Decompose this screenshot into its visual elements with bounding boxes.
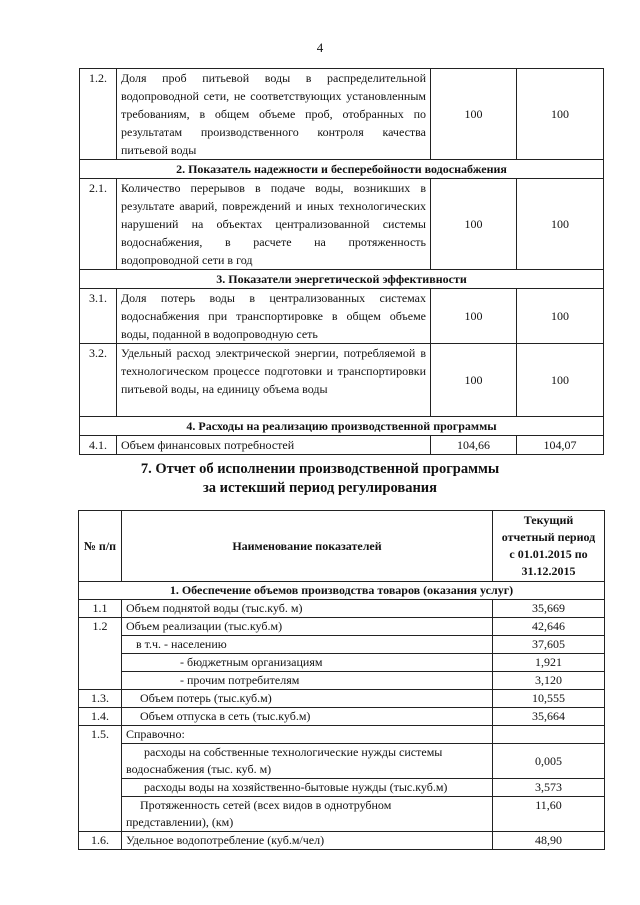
indicator-value-plan: 100 (431, 289, 517, 344)
row-number: 1.4. (79, 708, 122, 726)
table-row (79, 726, 605, 744)
indicator-value-fact: 100 (517, 179, 604, 270)
indicator-value: 35,669 (493, 600, 605, 618)
section-7-title-line1: 7. Отчет об исполнении производственной программы (140, 461, 500, 477)
indicator-name: Удельный расход электрической энергии, потребляемой в технологическом процессе подготовки и транспортировки питьевой воды, на единицу объема воды (117, 344, 431, 417)
section-row (79, 582, 605, 600)
col-period-header (493, 511, 605, 582)
section-heading: 2. Показатель надежности и бесперебойности водоснабжения (80, 160, 604, 179)
indicator-value-plan: 104,66 (431, 436, 517, 455)
indicator-name: Объем поднятой воды (тыс.куб. м) (122, 600, 493, 618)
row-number: 2.1. (80, 179, 117, 270)
indicator-value: 48,90 (493, 832, 605, 850)
row-number: 1.1 (79, 600, 122, 618)
row-number: 1.3. (79, 690, 122, 708)
indicator-value: 35,664 (493, 708, 605, 726)
indicator-name: Доля потерь воды в централизованных системах водоснабжения при транспортировке в общем объеме воды, поданной в водопроводную сеть (117, 289, 431, 344)
table-row (79, 744, 605, 779)
page-number: 4 (316, 40, 324, 55)
table-row (79, 654, 605, 672)
section-heading: 4. Расходы на реализацию производственной программы (80, 417, 604, 436)
table-row (79, 690, 605, 708)
col-number-header: № п/п (79, 511, 122, 582)
indicator-name-line: Протяженность сетей (всех видов в однотрубном (140, 798, 392, 812)
indicator-value-plan: 100 (431, 344, 517, 417)
period-header-line: отчетный период (501, 530, 596, 544)
table-row (79, 797, 605, 832)
row-number: 1.6. (79, 832, 122, 850)
indicator-value: 3,573 (493, 779, 605, 797)
indicator-name: в т.ч. - населению (122, 636, 493, 654)
section-row (80, 417, 604, 436)
indicator-value-fact: 100 (517, 69, 604, 160)
indicator-name: Объем отпуска в сеть (тыс.куб.м) (122, 708, 493, 726)
indicator-value-fact: 100 (517, 289, 604, 344)
indicator-value-fact: 104,07 (517, 436, 604, 455)
table-row (79, 708, 605, 726)
empty-cell (493, 726, 605, 744)
table-row (79, 636, 605, 654)
indicator-name (122, 797, 493, 832)
table-row (79, 618, 605, 636)
row-number: 1.2. (80, 69, 117, 160)
indicator-value: 10,555 (493, 690, 605, 708)
col-name-header: Наименование показателей (122, 511, 493, 582)
table-row (79, 779, 605, 797)
reference-label: Справочно: (122, 726, 493, 744)
indicator-value: 1,921 (493, 654, 605, 672)
section-7-title-line2: за истекший период регулирования (202, 480, 438, 496)
indicator-value-fact: 100 (517, 344, 604, 417)
section-heading: 1. Обеспечение объемов производства товаров (оказания услуг) (79, 582, 605, 600)
indicator-name: - прочим потребителям (122, 672, 493, 690)
indicator-name: Количество перерывов в подаче воды, возникших в результате аварий, повреждений и иных технологических нарушений на объектах централизованной системы водоснабжения, в расчете на протяженность водопроводной сети в год (117, 179, 431, 270)
indicator-name: - бюджетным организациям (122, 654, 493, 672)
indicator-name: Доля проб питьевой воды в распределительной водопроводной сети, не соответствующих установленным требованиям, в общем объеме проб, отобранных по результатам производственного контроля качества питьевой воды (117, 69, 431, 160)
indicator-name-line: расходы на собственные технологические нужды системы (144, 745, 443, 759)
row-number: 4.1. (80, 436, 117, 455)
indicator-value: 37,605 (493, 636, 605, 654)
period-header-line: 31.12.2015 (521, 564, 576, 578)
indicator-value: 0,005 (493, 744, 605, 779)
indicator-name: Объем реализации (тыс.куб.м) (122, 618, 493, 636)
table-row (80, 344, 604, 417)
section-row (80, 160, 604, 179)
section-7-title (0, 460, 640, 498)
table-row (79, 672, 605, 690)
table-row (79, 832, 605, 850)
table-row (79, 600, 605, 618)
period-header-line: Текущий (523, 513, 574, 527)
indicator-value: 42,646 (493, 618, 605, 636)
section-row (80, 270, 604, 289)
indicator-name: Объем финансовых потребностей (117, 436, 431, 455)
indicators-table (79, 68, 604, 455)
indicator-name-line: водоснабжения (тыс. куб. м) (126, 762, 272, 776)
section-heading: 3. Показатели энергетической эффективности (80, 270, 604, 289)
indicator-value-plan: 100 (431, 69, 517, 160)
table-row (80, 179, 604, 270)
table-header-row (79, 511, 605, 582)
row-number: 3.1. (80, 289, 117, 344)
indicator-name: расходы воды на хозяйственно-бытовые нужды (тыс.куб.м) (122, 779, 493, 797)
indicator-name (122, 744, 493, 779)
table-row (80, 289, 604, 344)
table-row (80, 69, 604, 160)
indicator-value: 3,120 (493, 672, 605, 690)
indicator-name-line: представлении), (км) (126, 815, 234, 829)
indicator-name: Удельное водопотребление (куб.м/чел) (122, 832, 493, 850)
indicator-value: 11,60 (493, 797, 605, 832)
indicator-name: Объем потерь (тыс.куб.м) (122, 690, 493, 708)
row-number: 1.2 (79, 618, 122, 690)
indicator-value-plan: 100 (431, 179, 517, 270)
period-header-line: с 01.01.2015 по (509, 547, 588, 561)
row-number: 1.5. (79, 726, 122, 832)
table-row (80, 436, 604, 455)
row-number: 3.2. (80, 344, 117, 417)
program-report-table (78, 510, 605, 850)
